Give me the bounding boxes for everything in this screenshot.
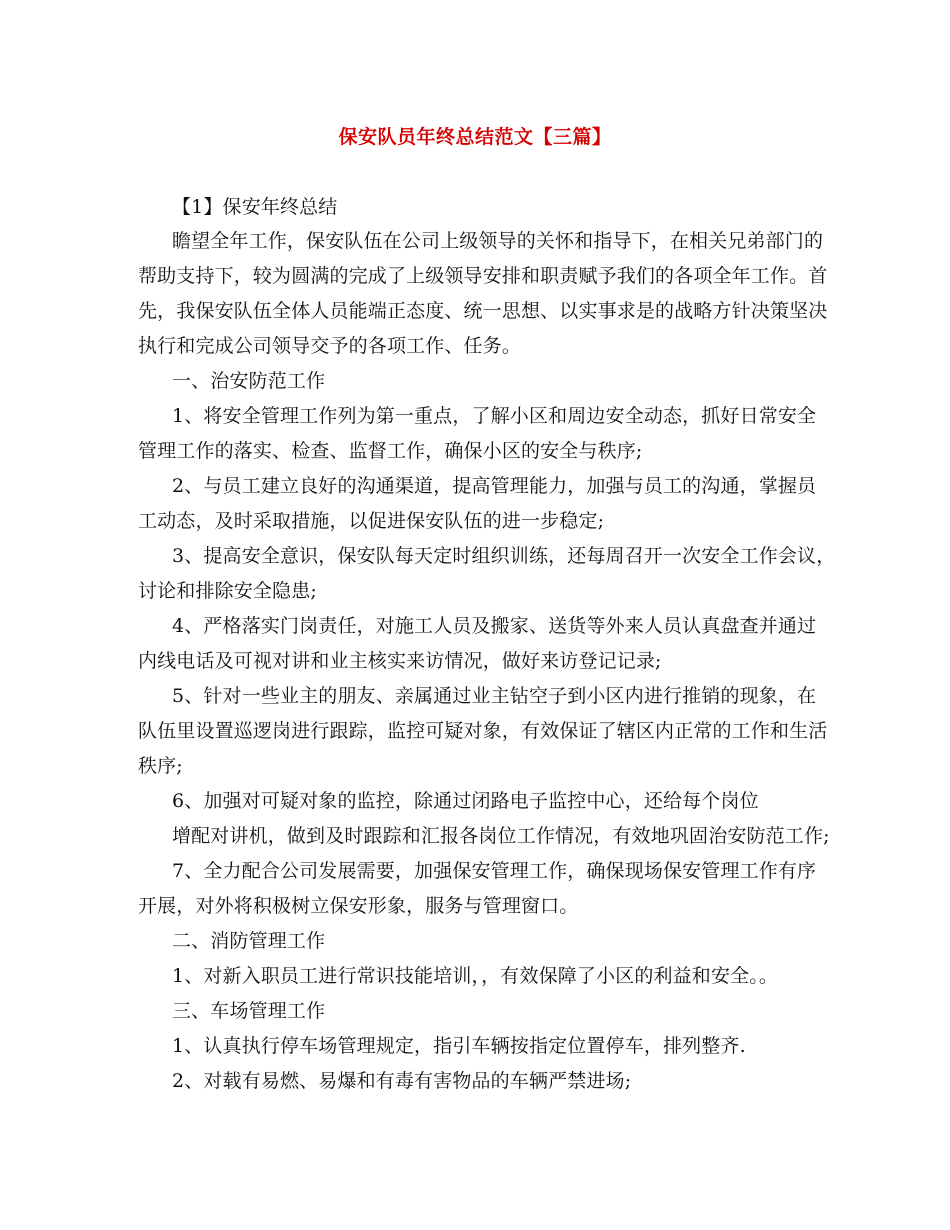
paragraph-line: 2、对载有易燃、易爆和有毒有害物品的车辆严禁进场; [172,1070,632,1092]
paragraph-line: 工动态，及时采取措施，以促进保安队伍的进一步稳定; [138,510,605,532]
paragraph-line: 秩序; [138,755,183,777]
paragraph-line: 队伍里设置巡逻岗进行跟踪，监控可疑对象，有效保证了辖区内正常的工作和生活 [138,720,828,742]
paragraph-line: 3、提高安全意识，保安队每天定时组织训练，还每周召开一次安全工作会议， [172,545,836,567]
document-title: 保安队员年终总结范文【三篇】 [338,126,612,148]
paragraph-line: 1、认真执行停车场管理规定，指引车辆按指定位置停车，排列整齐. [172,1035,746,1057]
paragraph-line: 增配对讲机，做到及时跟踪和汇报各岗位工作情况，有效地巩固治安防范工作; [172,825,830,847]
paragraph-line: 1、对新入职员工进行常识技能培训，，有效保障了小区的利益和安全。。 [172,965,779,987]
paragraph-line: 管理工作的落实、检查、监督工作，确保小区的安全与秩序; [138,440,643,462]
paragraph-line: 内线电话及可视对讲和业主核实来访情况，做好来访登记记录; [138,650,662,672]
paragraph-line: 2、与员工建立良好的沟通渠道，提高管理能力，加强与员工的沟通，掌握员 [172,475,817,497]
paragraph-line: 执行和完成公司领导交予的各项工作、任务。 [138,335,522,357]
section-heading-1: 【1】保安年终总结 [172,196,338,218]
paragraph-line: 1、将安全管理工作列为第一重点，了解小区和周边安全动态，抓好日常安全 [172,405,817,427]
paragraph-line: 先，我保安队伍全体人员能端正态度、统一思想、以实事求是的战略方针决策坚决 [138,300,828,322]
section-heading: 三、车场管理工作 [172,1000,326,1022]
section-heading: 二、消防管理工作 [172,930,326,952]
section-heading: 一、治安防范工作 [172,370,326,392]
paragraph-line: 6、加强对可疑对象的监控，除通过闭路电子监控中心，还给每个岗位 [172,790,759,812]
paragraph-line: 讨论和排除安全隐患; [138,580,317,602]
paragraph-line: 5、针对一些业主的朋友、亲属通过业主钻空子到小区内进行推销的现象，在 [172,685,817,707]
paragraph-line: 帮助支持下，较为圆满的完成了上级领导安排和职责赋予我们的各项全年工作。首 [138,265,828,287]
paragraph-line: 4、严格落实门岗责任，对施工人员及搬家、送货等外来人员认真盘查并通过 [172,615,817,637]
paragraph-line: 7、全力配合公司发展需要，加强保安管理工作，确保现场保安管理工作有序 [172,860,817,882]
paragraph-line: 瞻望全年工作，保安队伍在公司上级领导的关怀和指导下，在相关兄弟部门的 [172,230,824,252]
paragraph-line: 开展，对外将积极树立保安形象，服务与管理窗口。 [138,895,579,917]
